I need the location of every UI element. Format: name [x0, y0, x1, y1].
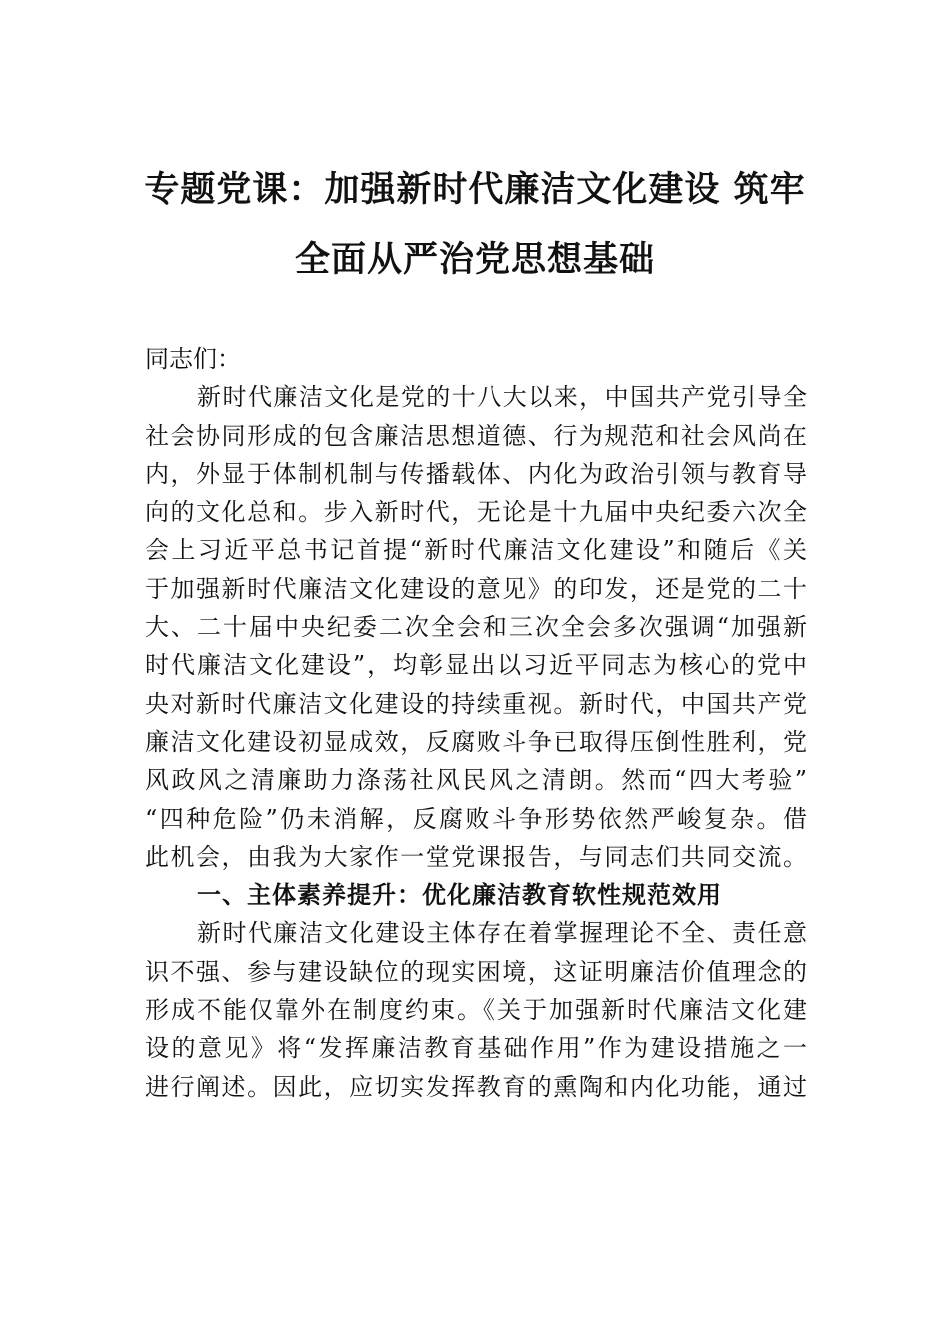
paragraph-line: “四种危险”仍未消解，反腐败斗争形势依然严峻复杂。借 [145, 804, 807, 833]
paragraph-line: 设的意见》将“发挥廉洁教育基础作用”作为建设措施之一 [145, 1034, 807, 1063]
paragraph-line: 此机会，由我为大家作一堂党课报告，与同志们共同交流。 [145, 842, 807, 871]
paragraph-line: 大、二十届中央纪委二次全会和三次全会多次强调“加强新 [145, 613, 807, 642]
document-title-line-2: 全面从严治党思想基础 [294, 239, 655, 280]
paragraph-2 [145, 914, 807, 1105]
paragraph-line: 会上习近平总书记首提“新时代廉洁文化建设”和随后《关 [145, 536, 807, 565]
paragraph-line: 时代廉洁文化建设”，均彰显出以习近平同志为核心的党中 [145, 651, 807, 680]
paragraph-line: 向的文化总和。步入新时代，无论是十九届中央纪委六次全 [145, 498, 807, 527]
paragraph-line: 央对新时代廉洁文化建设的持续重视。新时代，中国共产党 [145, 689, 807, 718]
section-1-heading: 一、主体素养提升：优化廉洁教育软性规范效用 [197, 881, 722, 910]
document-body [145, 340, 807, 1106]
paragraph-line: 风政风之清廉助力涤荡社风民风之清朗。然而“四大考验” [145, 766, 807, 795]
paragraph-1 [145, 378, 807, 876]
paragraph-line: 于加强新时代廉洁文化建设的意见》的印发，还是党的二十 [145, 574, 807, 603]
paragraph-line: 进行阐述。因此，应切实发挥教育的熏陶和内化功能，通过 [145, 1072, 807, 1101]
document-title-line-1: 专题党课：加强新时代廉洁文化建设 筑牢 [144, 169, 806, 210]
salutation: 同志们： [145, 345, 241, 373]
paragraph-line: 内，外显于体制机制与传播载体、内化为政治引领与教育导 [145, 459, 807, 488]
paragraph-line: 廉洁文化建设初显成效，反腐败斗争已取得压倒性胜利，党 [145, 727, 807, 756]
paragraph-line: 社会协同形成的包含廉洁思想道德、行为规范和社会风尚在 [145, 421, 807, 450]
paragraph-line: 新时代廉洁文化是党的十八大以来，中国共产党引导全 [197, 383, 807, 412]
paragraph-line: 新时代廉洁文化建设主体存在着掌握理论不全、责任意 [197, 919, 807, 948]
paragraph-line: 形成不能仅靠外在制度约束。《关于加强新时代廉洁文化建 [145, 996, 807, 1025]
paragraph-line: 识不强、参与建设缺位的现实困境，这证明廉洁价值理念的 [145, 957, 807, 986]
